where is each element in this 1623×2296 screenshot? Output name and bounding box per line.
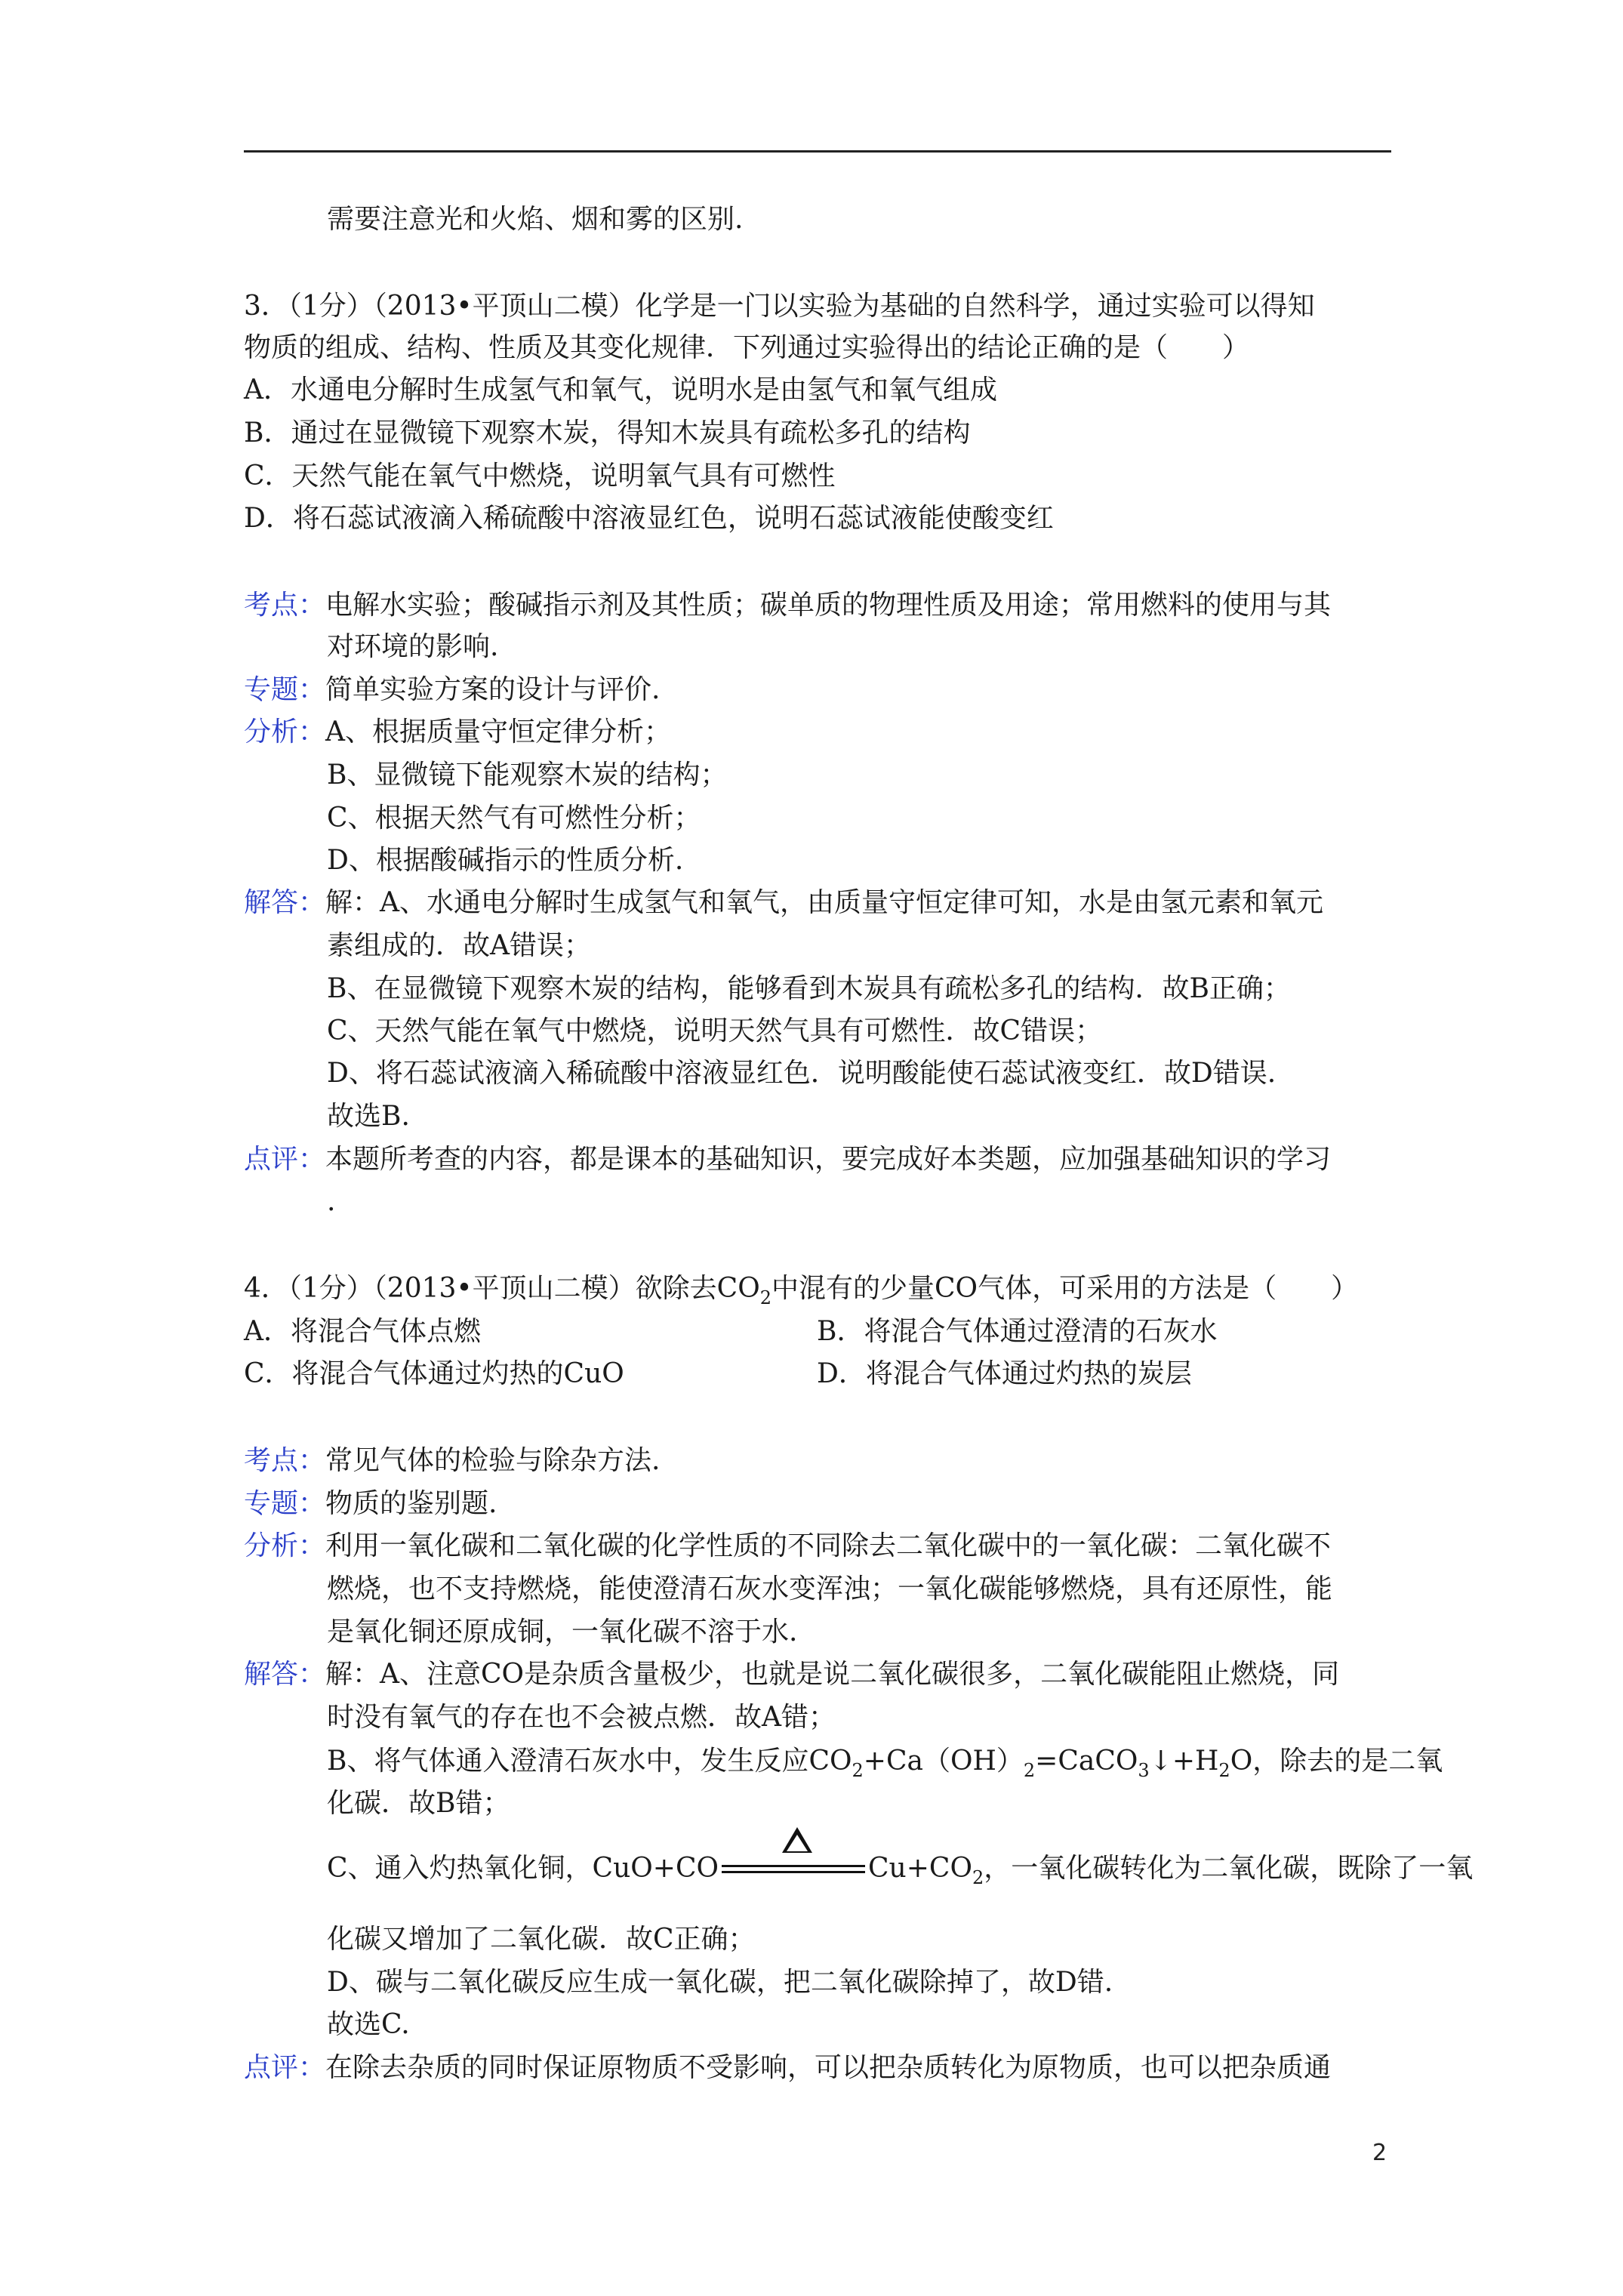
q3-jieda-line: D、将石蕊试液滴入稀硫酸中溶液显红色．说明酸能使石蕊试液变红．故D错误.: [327, 1058, 1277, 1089]
q3-option-c: C．天然气能在氧气中燃烧，说明氧气具有可燃性: [244, 461, 836, 492]
q3-fenxi-line: B、显微镜下能观察木炭的结构；: [327, 760, 728, 791]
q3-jieda-line: C、天然气能在氧气中燃烧，说明天然气具有可燃性．故C错误；: [327, 1015, 1103, 1046]
q3-dianping-line2: .: [327, 1186, 336, 1217]
q4-stem: [244, 1271, 1358, 1308]
dianping-text: 在除去杂质的同时保证原物质不受影响，可以把杂质转化为原物质，也可以把杂质通: [325, 2052, 1332, 2083]
q3-zhuanti: [244, 673, 660, 707]
eq-part: =CaCO: [1035, 1746, 1138, 1777]
q3-kaodian: [244, 588, 1331, 623]
jieda-line: 解：A、水通电分解时生成氢气和氧气，由质量守恒定律可知，水是由氢元素和氧元: [325, 887, 1324, 918]
dianping-label: 点评：: [244, 2052, 326, 2083]
kaodian-label: 考点：: [244, 590, 326, 621]
eq-sub: 2: [852, 1760, 864, 1781]
q4-jieda-line: 时没有氧气的存在也不会被点燃．故A错；: [327, 1702, 836, 1733]
q4-option-a: A．将混合气体点燃: [244, 1316, 481, 1347]
eq-part: B、将气体通入澄清石灰水中，发生反应CO: [327, 1746, 852, 1777]
q4-stem-pre: 4．（1分）（2013•平顶山二模）欲除去CO: [244, 1273, 760, 1304]
eq-part: +Ca（OH）: [863, 1746, 1024, 1777]
q3-dianping: [244, 1142, 1331, 1177]
fenxi-label: 分析：: [244, 717, 326, 747]
q3-jieda: [244, 886, 1323, 920]
q3-option-b: B．通过在显微镜下观察木炭，得知木炭具有疏松多孔的结构: [244, 418, 971, 448]
eq-sub: 3: [1138, 1760, 1150, 1781]
eq-part: O，除去的是二氧: [1230, 1746, 1443, 1777]
q4-kaodian: [244, 1444, 660, 1478]
continued-text: 需要注意光和火焰、烟和雾的区别.: [327, 204, 744, 235]
eq-sub: 2: [972, 1867, 984, 1888]
eq-sub: 2: [1218, 1760, 1230, 1781]
jieda-line: 解：A、注意CO是杂质含量极少，也就是说二氧化碳很多，二氧化碳能阻止燃烧，同: [325, 1659, 1340, 1690]
kaodian-text: 常见气体的检验与除杂方法.: [325, 1445, 661, 1476]
kaodian-label: 考点：: [244, 1445, 326, 1476]
q3-fenxi-line: C、根据天然气有可燃性分析；: [327, 803, 701, 834]
q4-option-d: D．将混合气体通过灼热的炭层: [817, 1358, 1192, 1389]
q4-option-b: B．将混合气体通过澄清的石灰水: [817, 1316, 1218, 1347]
q4-answer: 故选C.: [327, 2009, 410, 2040]
q4-jieda-d: D、碳与二氧化碳反应生成一氧化碳，把二氧化碳除掉了，故D错.: [327, 1967, 1113, 1998]
fenxi-label: 分析：: [244, 1530, 326, 1561]
eq-part: Cu+CO: [868, 1853, 972, 1884]
dianping-text: 本题所考查的内容，都是课本的基础知识，要完成好本类题，应加强基础知识的学习: [325, 1144, 1332, 1175]
q3-fenxi-line: D、根据酸碱指示的性质分析.: [327, 845, 684, 876]
q4-jieda-c: [327, 1851, 1473, 1888]
q4-fenxi-line: 燃烧，也不支持燃烧，能使澄清石灰水变浑浊；一氧化碳能够燃烧，具有还原性，能: [327, 1573, 1333, 1604]
fenxi-line: A、根据质量守恒定律分析；: [325, 717, 672, 747]
page-number: 2: [1372, 2140, 1387, 2166]
eq-part: ，一氧化碳转化为二氧化碳，既除了一氧: [984, 1853, 1474, 1884]
q4-jieda: [244, 1657, 1339, 1692]
q3-option-a: A．水通电分解时生成氢气和氧气，说明水是由氢气和氧气组成: [244, 374, 997, 405]
fenxi-line: 利用一氧化碳和二氧化碳的化学性质的不同除去二氧化碳中的一氧化碳：二氧化碳不: [325, 1530, 1332, 1561]
q4-fenxi-line: 是氧化铜还原成铜，一氧化碳不溶于水.: [327, 1616, 798, 1647]
q4-fenxi: [244, 1529, 1331, 1564]
q3-stem-line2: 物质的组成、结构、性质及其变化规律．下列通过实验得出的结论正确的是（ ）: [244, 332, 1250, 363]
eq-sub: 2: [1023, 1760, 1036, 1781]
heating-condition-arrow: [722, 1851, 865, 1886]
q3-fenxi: [244, 715, 671, 750]
kaodian-text: 电解水实验；酸碱指示剂及其性质；碳单质的物理性质及用途；常用燃料的使用与其: [325, 590, 1332, 621]
q3-jieda-line: 素组成的．故A错误；: [327, 930, 591, 961]
zhuanti-label: 专题：: [244, 1488, 326, 1519]
q4-jieda-b: [327, 1744, 1443, 1781]
zhuanti-text: 简单实验方案的设计与评价.: [325, 674, 661, 705]
jieda-label: 解答：: [244, 887, 326, 918]
zhuanti-text: 物质的鉴别题.: [325, 1488, 497, 1519]
q3-kaodian-line2: 对环境的影响.: [327, 631, 499, 662]
q4-option-c: C．将混合气体通过灼热的CuO: [244, 1358, 624, 1389]
header-rule: [244, 150, 1391, 153]
q4-zhuanti: [244, 1487, 497, 1521]
q3-stem-line1: 3．（1分）（2013•平顶山二模）化学是一门以实验为基础的自然科学，通过实验可以得知: [244, 291, 1315, 322]
eq-part: C、通入灼热氧化铜，CuO+CO: [327, 1853, 719, 1884]
dianping-label: 点评：: [244, 1144, 326, 1175]
zhuanti-label: 专题：: [244, 674, 326, 705]
q4-jieda-b-line2: 化碳．故B错；: [327, 1788, 510, 1819]
q3-answer: 故选B.: [327, 1101, 410, 1132]
q4-stem-sub: 2: [759, 1287, 772, 1308]
q4-dianping: [244, 2051, 1331, 2085]
eq-part: ↓+H: [1149, 1746, 1219, 1777]
jieda-label: 解答：: [244, 1659, 326, 1690]
q3-jieda-line: B、在显微镜下观察木炭的结构，能够看到木炭具有疏松多孔的结构．故B正确；: [327, 973, 1291, 1004]
q3-option-d: D．将石蕊试液滴入稀硫酸中溶液显红色，说明石蕊试液能使酸变红: [244, 503, 1054, 534]
q4-jieda-c-line2: 化碳又增加了二氧化碳．故C正确；: [327, 1924, 756, 1955]
q4-stem-post: 中混有的少量CO气体，可采用的方法是（ ）: [771, 1273, 1359, 1304]
